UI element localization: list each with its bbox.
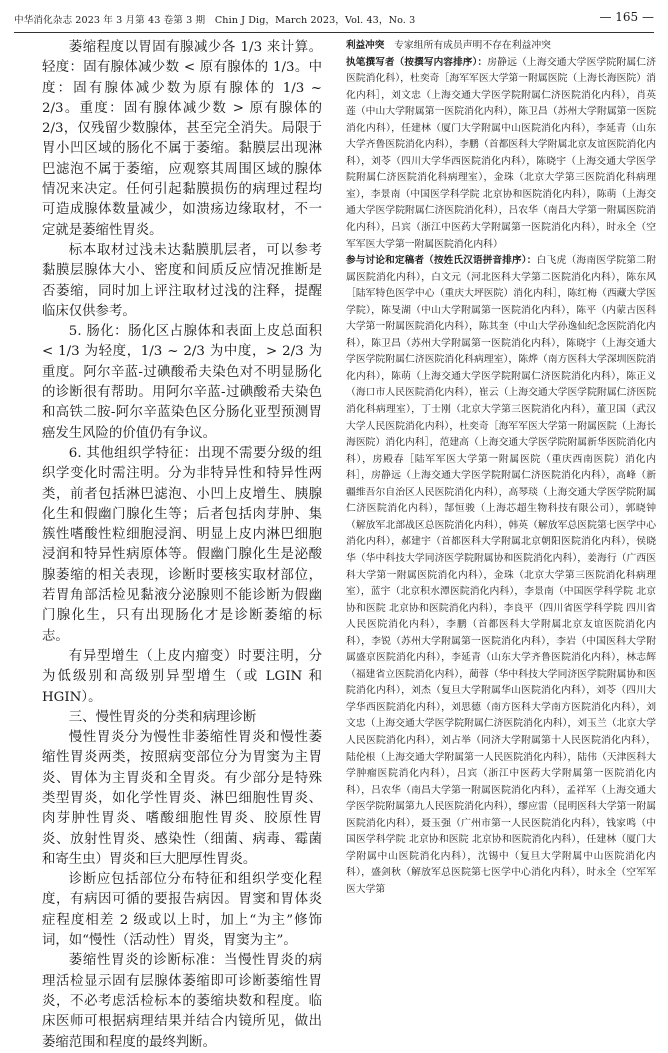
conflict-label: 利益冲突: [346, 40, 385, 51]
paragraph-dysplasia: 有异型增生（上皮内瘤变）时要注明，分为低级别和高级别异型增生（或 LGIN 和 HGIN）。: [42, 648, 322, 705]
paragraph-diagnosis-content: 诊断应包括部位分布特征和组织学变化程度，有病因可循的要报告病因。胃窦和胃体炎症程度相差 2 级或以上时，加上“为主”修饰词，如“慢性（活动性）胃炎，胃窦为主”。: [42, 872, 322, 949]
section-heading-classification: 三、慢性胃炎的分类和病理诊断: [68, 709, 257, 725]
discussants-list: 白飞虎（海南医学院第二附属医院消化内科），白文元（河北医科大学第二医院消化内科），陈东风［陆军特色医学中心（重庆大坪医院）消化内科］，陈红梅（西藏大学医学院），陈旻湖（中山大学附属第一医院消化内科），陈平（内蒙古医科大学第一附属医院消化内科），陈其奎（中山大学孙逸仙纪念医院消化内科），陈卫昌（苏州大学附属第一医院消化内科），陈晓宇（上海交通大学医学院附属仁济医院消化科病理室），陈烨（南方医科大学深圳医院消化内科），陈萌（上海交通大学医学院附属仁济医院消化内科），陈正义（海口市人民医院消化内科），崔云（上海交通大学医学院附属仁济医院消化科病理室），丁士刚（北京大学第三医院消化内科），董卫国（武汉大学人民医院消化内科），杜奕奇［海军军医大学第一附属医院（上海长海医院）消化内科］，范建高（上海交通大学医学院附属新华医院消化内科），房殿春［陆军军医大学第一附属医院（重庆西南医院）消化内科］，房静远（上海交通大学医学院附属仁济医院消化内科），高峰（新疆维吾尔自治区人民医院消化内科），高琴琰（上海交通大学医学院附属仁济医院消化内科），郜恒骏（上海芯超生物科技有限公司），郭晓钟（解放军北部战区总医院消化内科），韩英（解放军总医院第七医学中心消化内科），郝建宇（首都医科大学附属北京朝阳医院消化内科），侯晓华（华中科技大学同济医学院附属协和医院消化内科），姜海行（广西医科大学第一附属医院消化内科），金珠（北京大学第三医院消化科病理室），蓝宇（北京积水潭医院消化内科），李景南（中国医学科学院 北京协和医院 北京协和医院消化内科），李良平（四川省医学科学院 四川省人民医院消化内科），李鹏（首都医科大学附属北京友谊医院消化内科），李锐（苏州大学附属第一医院消化内科），李岩（中国医科大学附属盛京医院消化内科），李延青（山东大学齐鲁医院消化内科），林志辉（福建省立医院消化内科），蔺蓉（华中科技大学同济医学院附属协和医院消化内科），刘杰（复旦大学附属华山医院消化内科），刘苓（四川大学华西医院消化内科），刘思德（南方医科大学南方医院消化内科），刘文忠（上海交通大学医学院附属仁济医院消化内科），刘玉兰（北京大学人民医院消化内科），刘占举（同济大学附属第十人民医院消化内科），陆伦根（上海交通大学附属第一人民医院消化内科），陆伟（天津医科大学肿瘤医院消化内科），吕宾（浙江中医药大学附属第一医院消化内科），吕农华（南昌大学第一附属医院消化内科），孟祥军（上海交通大学医学院附属第九人民医院消化内科），缪应雷（昆明医科大学第一附属医院消化内科），聂玉强（广州市第一人民医院消化内科），钱家鸣（中国医学科学院 北京协和医院 北京协和医院消化内科），任建林（厦门大学附属中山医院消化内科），沈锡中（复旦大学附属中山医院消化内科），盛剑秋（解放军总医院第七医学中心消化内科），时永全（空军军医大学第: [346, 255, 657, 895]
writers-paragraph: [346, 55, 656, 254]
writers-list: 房静远（上海交通大学医学院附属仁济医院消化科），杜奕奇［海军军医大学第一附属医院（上海长海医院）消化内科］，刘文忠（上海交通大学医学院附属仁济医院消化内科），肖英莲（中山大学附属第一医院消化内科），陈卫昌（苏州大学附属第一医院消化内科），任建林（厦门大学附属中山医院消化内科），李延青（山东大学齐鲁医院消化内科），李鹏（首都医科大学附属北京友谊医院消化内科），刘苓（四川大学华西医院消化内科），陈晓宇（上海交通大学医学院附属仁济医院消化科病理室），金珠（北京大学第三医院消化科病理室），李景南（中国医学科学院 北京协和医院消化内科），陈萌（上海交通大学医学院附属仁济医院消化科），吕农华（南昌大学第一附属医院消化内科），吕宾（浙江中医药大学附属第一医院消化内科），时永全（空军军医大学第一附属医院消化内科）: [346, 56, 657, 250]
right-column: [346, 38, 656, 1008]
page-number: — 165 —: [599, 10, 654, 24]
left-column: [42, 38, 322, 1050]
paragraph-gastritis-types: 慢性胃炎分为慢性非萎缩性胃炎和慢性萎缩性胃炎两类，按照病变部位分为胃窦为主胃炎、胃体为主胃炎和全胃炎。有少部分是特殊类型胃炎，如化学性胃炎、淋巴细胞性胃炎、肉芽肿性胃炎、嗜酸细胞性胃炎、胶原性胃炎、放射性胃炎、感染性（细菌、病毒、霉菌和寄生虫）胃炎和巨大肥厚性胃炎。: [42, 730, 322, 867]
conflict-text: 专家组所有成员声明不存在利益冲突: [394, 40, 551, 51]
paragraph-other-features: 6. 其他组织学特征：出现不需要分级的组织学变化时需注明。分为非特异性和特异性两类，前者包括淋巴滤泡、小凹上皮增生、胰腺化生和假幽门腺化生等；后者包括肉芽肿、集簇性嗜酸性粒细胞浸润、明显上皮内淋巴细胞浸润和特异性病原体等。假幽门腺化生是泌酸腺萎缩的相关表现，诊断时要核实取材部位，若胃角部活检见黏液分泌腺则不能诊断为假幽门腺化生，只有出现肠化才是诊断萎缩的标志。: [42, 445, 322, 644]
paragraph-atrophy-grading: 萎缩程度以胃固有腺减少各 1/3 来计算。轻度：固有腺体减少数 < 原有腺体的 1/3。中度：固有腺体减少数为原有腺体的 1/3 ~ 2/3。重度：固有腺体减少数 > 原有腺体的 2/3，仅残留少数腺体，甚至完全消失。局限于胃小凹区域的肠化不属于萎缩。黏膜层出现淋巴滤泡不属于萎缩，应观察其周围区域的腺体情况来决定。任何引起黏膜损伤的病理过程均可造成腺体数量减少，如溃疡边缘取材，不一定就是萎缩性胃炎。: [42, 40, 322, 238]
journal-info: 中华消化杂志 2023 年 3 月第 43 卷第 3 期 Chin J Dig，March 2023，Vol. 43，No. 3: [14, 15, 416, 26]
page-header: [14, 6, 654, 33]
discussants-label: 参与讨论和定稿者（按姓氏汉语拼音排序）：: [346, 255, 537, 267]
conflict-of-interest: [346, 38, 656, 55]
paragraph-shallow-sampling: 标本取材过浅未达黏膜肌层者，可以参考黏膜层腺体大小、密度和间质反应情况推断是否萎缩，同时加上评注取材过浅的注释，提醒临床仅供参考。: [42, 242, 322, 319]
paragraph-atrophic-criteria: 萎缩性胃炎的诊断标准：当慢性胃炎的病理活检显示固有层腺体萎缩即可诊断萎缩性胃炎，不必考虑活检标本的萎缩块数和程度。临床医师可根据病理结果并结合内镜所见，做出萎缩范围和程度的最终判断。: [42, 953, 322, 1050]
writers-label: 执笔撰写者（按撰写内容排序）：: [346, 56, 488, 68]
discussants-paragraph: [346, 253, 656, 898]
paragraph-intestinal-metaplasia: 5. 肠化：肠化区占腺体和表面上皮总面积 < 1/3 为轻度，1/3 ~ 2/3 为中度，> 2/3 为重度。阿尔辛蓝-过碘酸希夫染色对不明显肠化的诊断很有帮助。用阿尔辛蓝-过碘酸希夫染色和高铁二胺-阿尔辛蓝染色区分肠化亚型预测胃癌发生风险的价值仍有争议。: [42, 324, 322, 441]
